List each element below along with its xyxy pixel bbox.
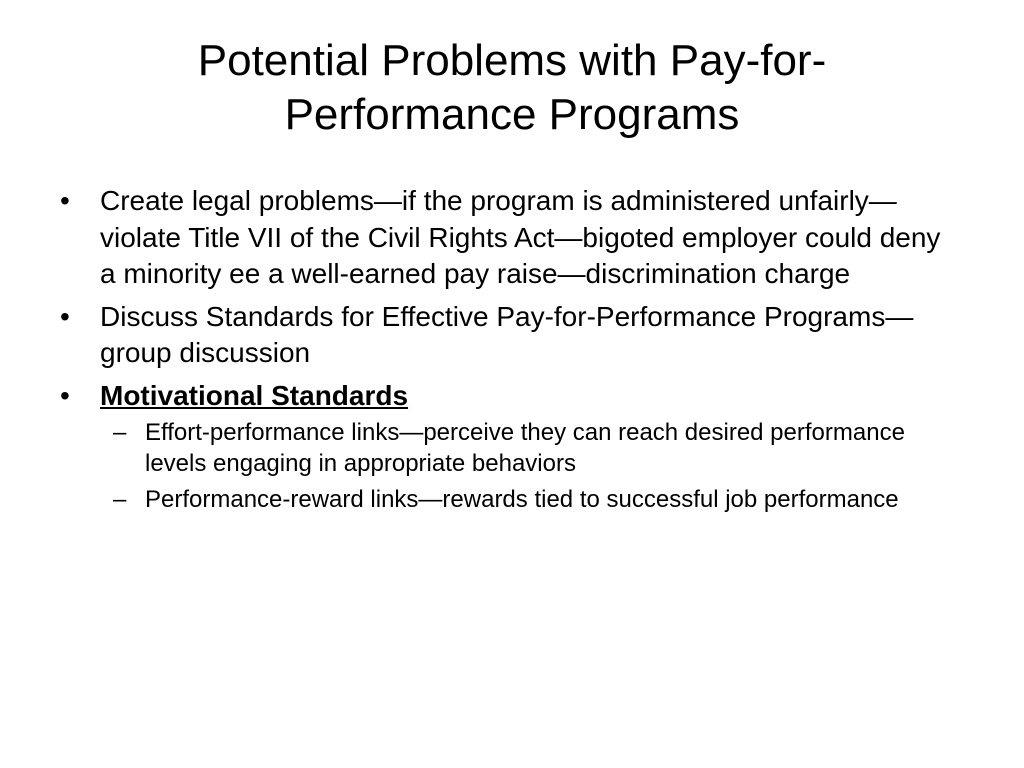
- bullet-item-motivational-standards: [60, 378, 960, 516]
- bullet-marker: •: [60, 379, 70, 411]
- sub-bullet-performance-reward: [100, 484, 960, 515]
- sub-bullet-text: Performance-reward links—rewards tied to successful job performance: [145, 486, 899, 513]
- bullet-text: Discuss Standards for Effective Pay-for-Performance Programs—group discussion: [100, 300, 914, 368]
- bullet-item-legal-problems: [60, 183, 960, 293]
- title-line-2: Performance Programs: [284, 90, 740, 139]
- dash-marker: –: [113, 486, 127, 513]
- bullet-item-discuss-standards: [60, 299, 960, 372]
- bullet-heading: Motivational Standards: [100, 379, 409, 411]
- sub-bullet-list: [100, 417, 960, 515]
- bullet-marker: •: [60, 185, 70, 216]
- bullet-marker: •: [60, 300, 70, 332]
- dash-marker: –: [113, 419, 127, 446]
- bullet-text: Create legal problems—if the program is administered unfairly—violate Title VII of the Civil Rights Act—bigoted employer could deny a minority ee a well-earned pay raise—discrimination charge: [100, 185, 941, 289]
- sub-bullet-text: Effort-performance links—perceive they can reach desired performance levels engaging in appropriate behaviors: [145, 419, 905, 477]
- slide-title: [60, 34, 964, 142]
- bullet-list: [60, 183, 960, 521]
- title-line-1: Potential Problems with Pay-for-: [197, 36, 827, 85]
- sub-bullet-effort-performance: [100, 417, 960, 479]
